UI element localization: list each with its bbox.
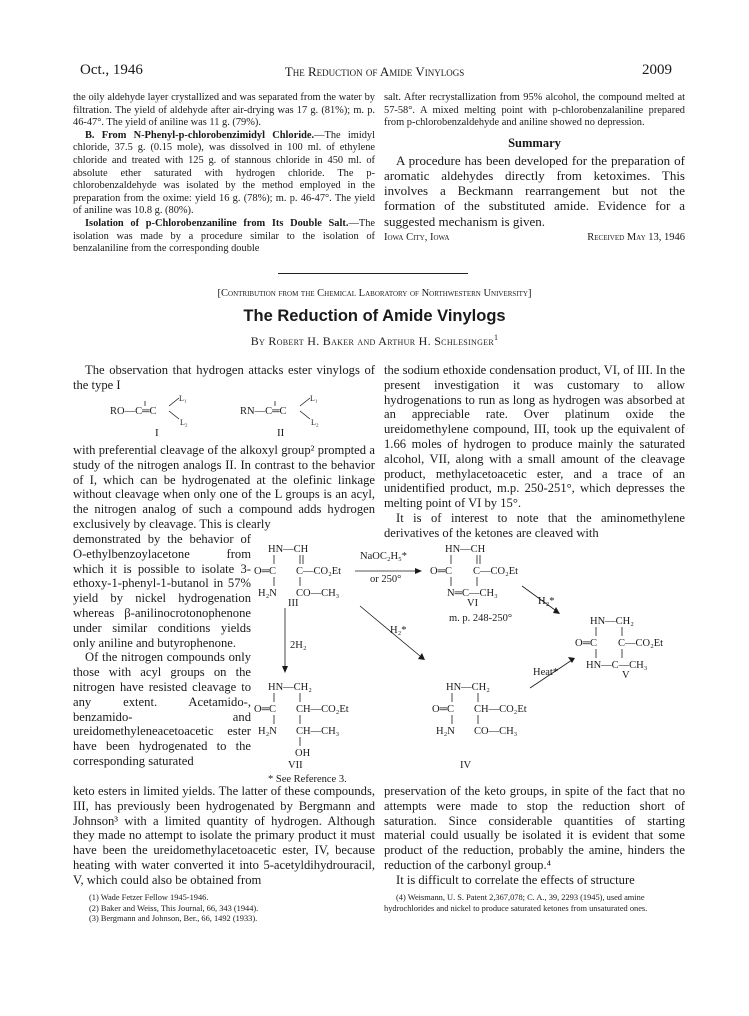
- svg-text:O═C: O═C: [432, 704, 455, 715]
- right-p4: It is difficult to correlate the effects of structure: [396, 872, 635, 887]
- svg-text:OH: OH: [295, 748, 311, 759]
- label-V: V: [622, 670, 630, 681]
- article-title: The Reduction of Amide Vinylogs: [243, 307, 506, 325]
- authors-text: By Robert H. Baker and Arthur H. Schlesinger: [250, 334, 494, 348]
- footnote-3: (3) Bergmann and Johnson, Ber., 66, 1492 (1933).: [89, 914, 258, 924]
- footnote-1: (1) Wade Fetzer Fellow 1945-1946.: [89, 893, 209, 902]
- svg-text:CH—CO₂Et: CH—CO₂Et: [296, 704, 349, 715]
- svg-text:C—CO₂Et: C—CO₂Et: [473, 566, 519, 577]
- left-p1: The observation that hydrogen attacks ester vinylogs of the type I: [73, 363, 375, 392]
- compound-III: [254, 544, 341, 599]
- right-col-bottom: [384, 784, 685, 888]
- compound-VII: [254, 682, 349, 759]
- svg-text:C—CO₂Et: C—CO₂Et: [296, 566, 342, 577]
- summary-title: Summary: [508, 135, 561, 150]
- top-right-block: [384, 92, 685, 248]
- label-III: III: [288, 598, 299, 609]
- reagent-heat: Heat*: [533, 667, 559, 678]
- see-reference-note: * See Reference 3.: [268, 774, 347, 785]
- svg-text:HN—CH₂: HN—CH₂: [590, 616, 634, 627]
- label-II: II: [277, 427, 285, 439]
- right-p3: preservation of the keto groups, in spite of the fact that no attempts were made to stop the reduction short of saturation. Since considerable quantities of starting material could usually be isolated it is evident that some product of the reduction, probably the amine, hinders the reduction of the carbonyl group.⁴: [384, 784, 685, 872]
- reagent-2h2: 2H₂: [290, 640, 307, 651]
- svg-text:HN—CH: HN—CH: [268, 544, 309, 555]
- structures-I-II: [110, 392, 340, 442]
- svg-text:RN—C═C: RN—C═C: [240, 406, 287, 417]
- svg-text:C—CO₂Et: C—CO₂Et: [618, 638, 664, 649]
- reaction-scheme: [250, 538, 700, 783]
- label-IV: IV: [460, 760, 472, 771]
- label-I: I: [155, 427, 159, 439]
- svg-text:CO—CH₃: CO—CH₃: [296, 588, 340, 599]
- svg-text:L₁: L₁: [310, 394, 318, 403]
- running-title: The Reduction of Amide Vinylogs: [284, 64, 465, 79]
- label-VI: VI: [467, 598, 479, 609]
- left-p2b: demonstrated by the behavior of O-ethylbenzoylacetone from which it is possible to isolate 3-ethoxy-1-phenyl-1-butanol in 57% yield by nickel hydrogenation whereas β-anilinocrotonophenone under similar conditions yields only aniline and butyrophenone.: [73, 532, 251, 650]
- received-date: Received May 13, 1946: [587, 231, 685, 243]
- divider: [278, 273, 468, 274]
- label-VII: VII: [288, 760, 303, 771]
- svg-text:CH—CO₂Et: CH—CO₂Et: [474, 704, 527, 715]
- top-left-p1: the oily aldehyde layer crystallized and was separated from the water by filtration. The yield of aldehyde after air-drying was 17 g. (81%); m. p. 46-47°. The yield of aniline was 11 g. (79%).: [73, 92, 375, 129]
- authors-footnote-mark: 1: [493, 333, 499, 342]
- reagent-h2-vi: H₂*: [538, 596, 555, 607]
- footnote-4: (4) Weismann, U. S. Patent 2,367,078; C. A., 39, 2293 (1945), used amine hydrochlorides and nickel to produce saturated ketones from unsaturated ones.: [384, 893, 648, 913]
- left-p3b: keto esters in limited yields. The latter of these compounds, III, has previously been hydrogenated by Bergmann and Johnson³ with a limited quantity of hydrogen. Although they made no attempt to isolate the primary product it must have been the ureidomethylacetoacetic ester, IV, because heating with water converted it into 5-acetyldihydrouracil, V, which could also be obtained from: [73, 784, 375, 887]
- reagent-h2-iii: H₂*: [390, 625, 407, 636]
- contribution-line: [Contribution from the Chemical Laboratory of Northwestern University]: [217, 288, 532, 299]
- svg-text:HN—CH₂: HN—CH₂: [268, 682, 312, 693]
- top-left-p3: —The isolation was made by a procedure similar to the isolation of benzalaniline from the corresponding double: [73, 217, 375, 255]
- right-p1: the sodium ethoxide condensation product, VI, of III. In the present investigation it was customary to allow hydrogenations to run as long as hydrogen was absorbed at an appreciable rate. Over platinum oxide the ureidomethylene compound, III, took up the equivalent of 1.66 moles of hydrogen to produce mainly the saturated alcohol, VII, along with a small amount of the cleavage product, methylacetoacetic ester, and a trace of an unidentified product, m.p. 250-251°, which depresses the melting point of VI by 15°.: [384, 363, 685, 511]
- summary-text: A procedure has been developed for the preparation of aromatic aldehydes directly from ketoximes. This involves a Beckmann rearrangement but not the formation of the substituted amide. Evidence for a suggested mechanism is given.: [384, 152, 685, 229]
- svg-text:O═C: O═C: [430, 566, 453, 577]
- svg-text:HN—CH₂: HN—CH₂: [446, 682, 490, 693]
- left-col-p1: [73, 363, 375, 393]
- mp-VI: m. p. 248-250°: [449, 613, 513, 624]
- top-left-p2: —The imidyl chloride, 37.5 g. (0.15 mole), was dissolved in 100 ml. of ethylene chloride and treated with 125 g. of stannous chloride in 450 ml. of absolute ether saturated with hydrogen chloride. The p-chlorobenzaldehyde was isolated by the method employed in the preparation from the oxime: yield 16 g. (78%); m. p. 46-47°. The yield of aniline was 10.8 g. (80%).: [73, 129, 375, 217]
- svg-text:L₁: L₁: [179, 394, 187, 403]
- left-col-p3b: [73, 784, 375, 888]
- top-left-block: [73, 92, 375, 256]
- right-col-top: [384, 363, 685, 541]
- reagent-250: or 250°: [370, 574, 402, 585]
- right-p2: It is of interest to note that the aminomethylene derivatives of the ketones are cleaved with: [384, 510, 685, 540]
- svg-text:O═C: O═C: [254, 704, 277, 715]
- running-date: Oct., 1946: [80, 62, 143, 78]
- svg-text:CH—CH₃: CH—CH₃: [296, 726, 340, 737]
- page-number: 2009: [642, 62, 672, 78]
- left-p3: Of the nitrogen compounds only those with acyl groups on the nitrogen have resisted cleavage to any extent. Acetamido-, benzamido- and ureidomethyleneacetoacetic ester have been hydrogenated to the corresponding saturated: [73, 650, 251, 768]
- footnotes-left: [73, 893, 375, 925]
- top-left-p3-head: Isolation of p-Chlorobenzaniline from Its Double Salt.: [85, 217, 349, 229]
- top-right-p1: salt. After recrystallization from 95% alcohol, the compound melted at 57-58°. A mixed melting point with p-chlorobenzalaniline prepared from p-chlorobenzaldehyde and aniline showed no depression.: [384, 92, 685, 129]
- svg-text:HN—C—CH₃: HN—C—CH₃: [586, 660, 648, 671]
- left-col-p2b: [73, 532, 251, 769]
- compound-IV: [432, 682, 527, 737]
- compound-VI: [430, 544, 518, 599]
- svg-text:N═C—CH₃: N═C—CH₃: [447, 588, 498, 599]
- svg-text:CO—CH₃: CO—CH₃: [474, 726, 518, 737]
- svg-text:O═C: O═C: [575, 638, 598, 649]
- left-col-p2: [73, 443, 375, 532]
- city: Iowa City, Iowa: [384, 231, 450, 243]
- svg-text:H₂N: H₂N: [258, 588, 277, 599]
- reagent-naoet: NaOC₂H₅*: [360, 551, 407, 562]
- top-left-p2-head: B. From N-Phenyl-p-chlorobenzimidyl Chloride.: [85, 129, 315, 141]
- svg-text:H₂N: H₂N: [258, 726, 277, 737]
- compound-V: [575, 616, 663, 671]
- authors: [0, 333, 749, 349]
- footnotes-right: [384, 893, 684, 914]
- left-p2: with preferential cleavage of the alkoxyl group² prompted a study of the nitrogen analogs II. In contrast to the behavior of I, which can be hydrogenated at the olefinic linkage without cleavage when only one of the L groups is an acyl, the nitrogen analog of such a compound adds hydrogen exclusively by cleavage. This is clearly: [73, 443, 375, 531]
- svg-text:H₂N: H₂N: [436, 726, 455, 737]
- svg-text:L₂: L₂: [180, 418, 188, 427]
- svg-text:RO—C═C: RO—C═C: [110, 406, 157, 417]
- svg-text:HN—CH: HN—CH: [445, 544, 486, 555]
- footnote-2: (2) Baker and Weiss, This Journal, 66, 343 (1944).: [89, 903, 259, 913]
- svg-text:L₂: L₂: [311, 418, 319, 427]
- svg-text:O═C: O═C: [254, 566, 277, 577]
